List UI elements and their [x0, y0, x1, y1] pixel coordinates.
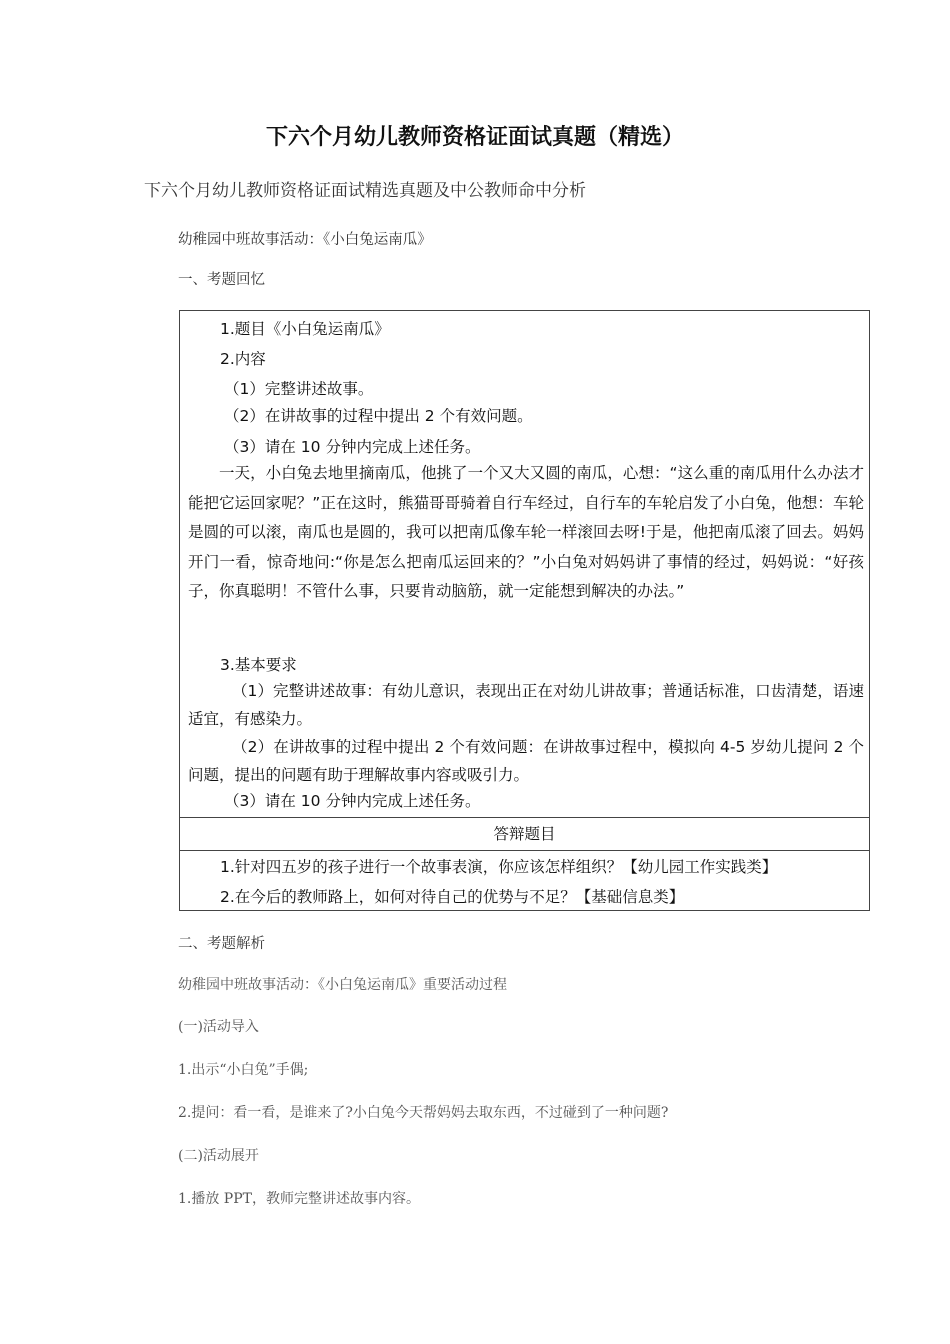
section-heading-recall: 一、考题回忆 [178, 272, 265, 288]
content-point-1: （1）完整讲述故事。 [224, 380, 374, 398]
item-topic: 1.题目《小白兔运南瓜》 [220, 320, 390, 338]
content-point-2: （2）在讲故事的过程中提出 2 个有效问题。 [224, 407, 533, 425]
document-title: 下六个月幼儿教师资格证面试真题（精选） [265, 125, 684, 150]
step-introduction-1: 1.出示“小白兔”手偶; [178, 1062, 309, 1078]
requirement-3: （3）请在 10 分钟内完成上述任务。 [224, 792, 481, 810]
item-content: 2.内容 [220, 350, 266, 368]
defense-question-2: 2.在今后的教师路上，如何对待自己的优势与不足？【基础信息类】 [220, 888, 685, 906]
activity-process-title: 幼稚园中班故事活动：《小白兔运南瓜》重要活动过程 [178, 977, 507, 993]
step-development-1: 1.播放 PPT，教师完整讲述故事内容。 [178, 1191, 420, 1207]
step-introduction-2: 2.提问：看一看，是谁来了?小白兔今天帮妈妈去取东西，不过碰到了一种问题? [178, 1105, 669, 1121]
content-point-3: （3）请在 10 分钟内完成上述任务。 [224, 438, 481, 456]
step-development: (二)活动展开 [178, 1148, 259, 1164]
item-requirements: 3.基本要求 [220, 656, 297, 674]
requirement-2: （2）在讲故事的过程中提出 2 个有效问题：在讲故事过程中，模拟向 4-5 岁幼儿提问 2 个问题，提出的问题有助于理解故事内容或吸引力。 [188, 738, 864, 784]
activity-title: 幼稚园中班故事活动：《小白兔运南瓜》 [178, 232, 432, 248]
requirement-1: （1）完整讲述故事：有幼儿意识，表现出正在对幼儿讲故事；普通话标准，口齿清楚，语速适宜，有感染力。 [188, 682, 864, 728]
story-text: 一天，小白兔去地里摘南瓜，他挑了一个又大又圆的南瓜，心想：“这么重的南瓜用什么办法才能把它运回家呢？”正在这时，熊猫哥哥骑着自行车经过，自行车的车轮启发了小白兔，他想：车轮是圆的可以滚，南瓜也是圆的，我可以把南瓜像车轮一样滚回去呀!于是，他把南瓜滚了回去。妈妈开门一看，惊奇地问:“你是怎么把南瓜运回来的？”小白兔对妈妈讲了事情的经过，妈妈说：“好孩子，你真聪明！不管什么事，只要肯动脑筋，就一定能想到解决的办法。” [188, 464, 864, 600]
defense-questions-section [180, 851, 869, 909]
defense-header: 答辩题目 [180, 818, 869, 851]
question-content-section [180, 311, 869, 818]
document-subtitle: 下六个月幼儿教师资格证面试精选真题及中公教师命中分析 [144, 181, 586, 201]
exam-question-box [179, 310, 870, 911]
section-heading-analysis: 二、考题解析 [178, 936, 265, 952]
step-introduction: (一)活动导入 [178, 1019, 259, 1035]
defense-question-1: 1.针对四五岁的孩子进行一个故事表演，你应该怎样组织？【幼儿园工作实践类】 [220, 858, 778, 876]
